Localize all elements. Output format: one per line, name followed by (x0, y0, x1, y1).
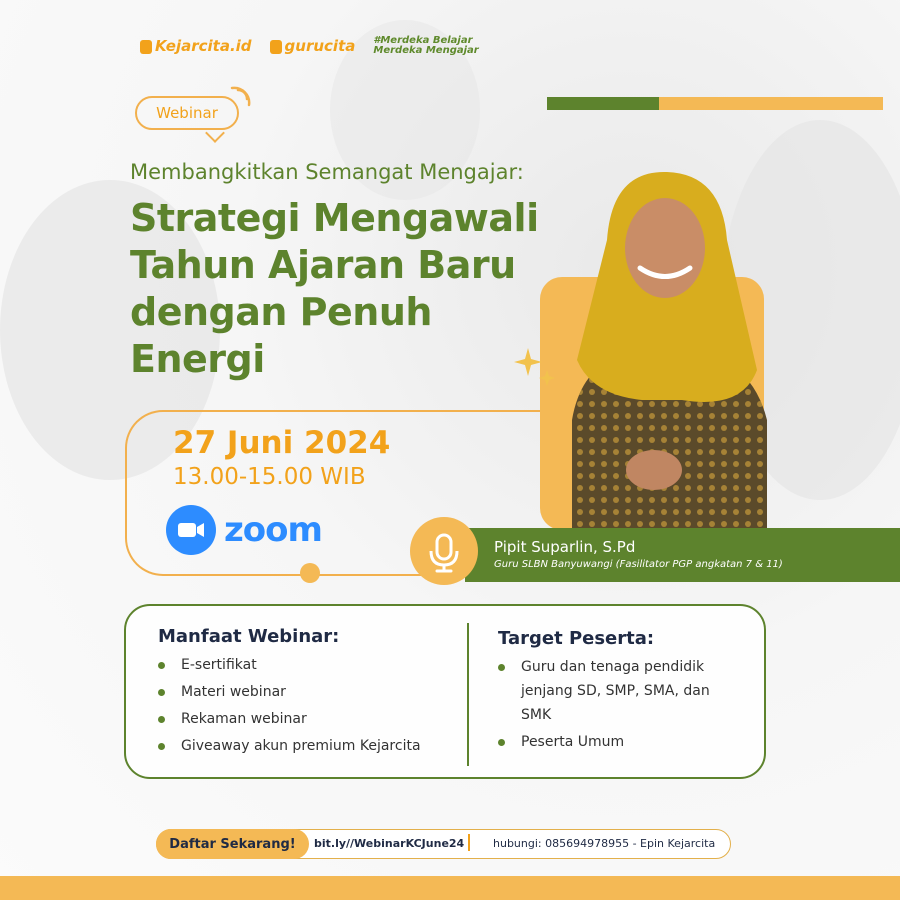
zoom-wordmark: zoom (224, 510, 322, 550)
speaker-role: Guru SLBN Banyuwangi (Fasilitator PGP angkatan 7 & 11) (494, 559, 783, 570)
decorative-bottom-bar (0, 876, 900, 900)
register-button[interactable] (156, 829, 309, 859)
list-item: Rekaman webinar (158, 707, 458, 731)
merdeka-logo: #Merdeka Belajar Merdeka Mengajar (373, 35, 479, 56)
gurucita-logo: gurucita (270, 37, 356, 55)
decorative-top-bar (547, 97, 883, 110)
logo-row (140, 36, 479, 56)
event-time: 13.00-15.00 WIB (173, 464, 366, 490)
microphone-icon (410, 517, 478, 585)
cta-separator (468, 834, 470, 851)
poster-title: Strategi Mengawali Tahun Ajaran Baru dengan Penuh Energi (130, 196, 539, 381)
benefits-heading: Manfaat Webinar: (158, 626, 340, 647)
zoom-camera-icon (166, 505, 216, 555)
info-divider (467, 623, 469, 766)
list-item: Guru dan tenaga pendidik jenjang SD, SMP, SMA, dan SMK (498, 655, 728, 727)
benefits-list (158, 653, 458, 761)
webinar-badge (135, 96, 239, 130)
list-item: Materi webinar (158, 680, 458, 704)
date-frame-dot (300, 563, 320, 583)
target-heading: Target Peserta: (498, 628, 655, 649)
list-item: Giveaway akun premium Kejarcita (158, 734, 458, 758)
webinar-badge-label: Webinar (156, 104, 218, 122)
contact-info: hubungi: 085694978955 - Epin Kejarcita (493, 837, 716, 850)
speaker-photo (562, 170, 767, 530)
list-item: Peserta Umum (498, 730, 728, 754)
registration-link[interactable]: bit.ly//WebinarKCJune24 (314, 837, 465, 850)
poster-subtitle: Membangkitkan Semangat Mengajar: (130, 160, 524, 184)
zoom-logo (166, 505, 322, 555)
list-item: E-sertifikat (158, 653, 458, 677)
register-button-label: Daftar Sekarang! (169, 836, 296, 852)
kejarcita-logo: Kejarcita.id (140, 37, 252, 55)
target-list (498, 655, 728, 757)
sparkle-icon (514, 348, 556, 390)
event-date: 27 Juni 2024 (173, 425, 391, 461)
webinar-signal-icon (226, 86, 252, 112)
speaker-name: Pipit Suparlin, S.Pd (494, 538, 636, 556)
